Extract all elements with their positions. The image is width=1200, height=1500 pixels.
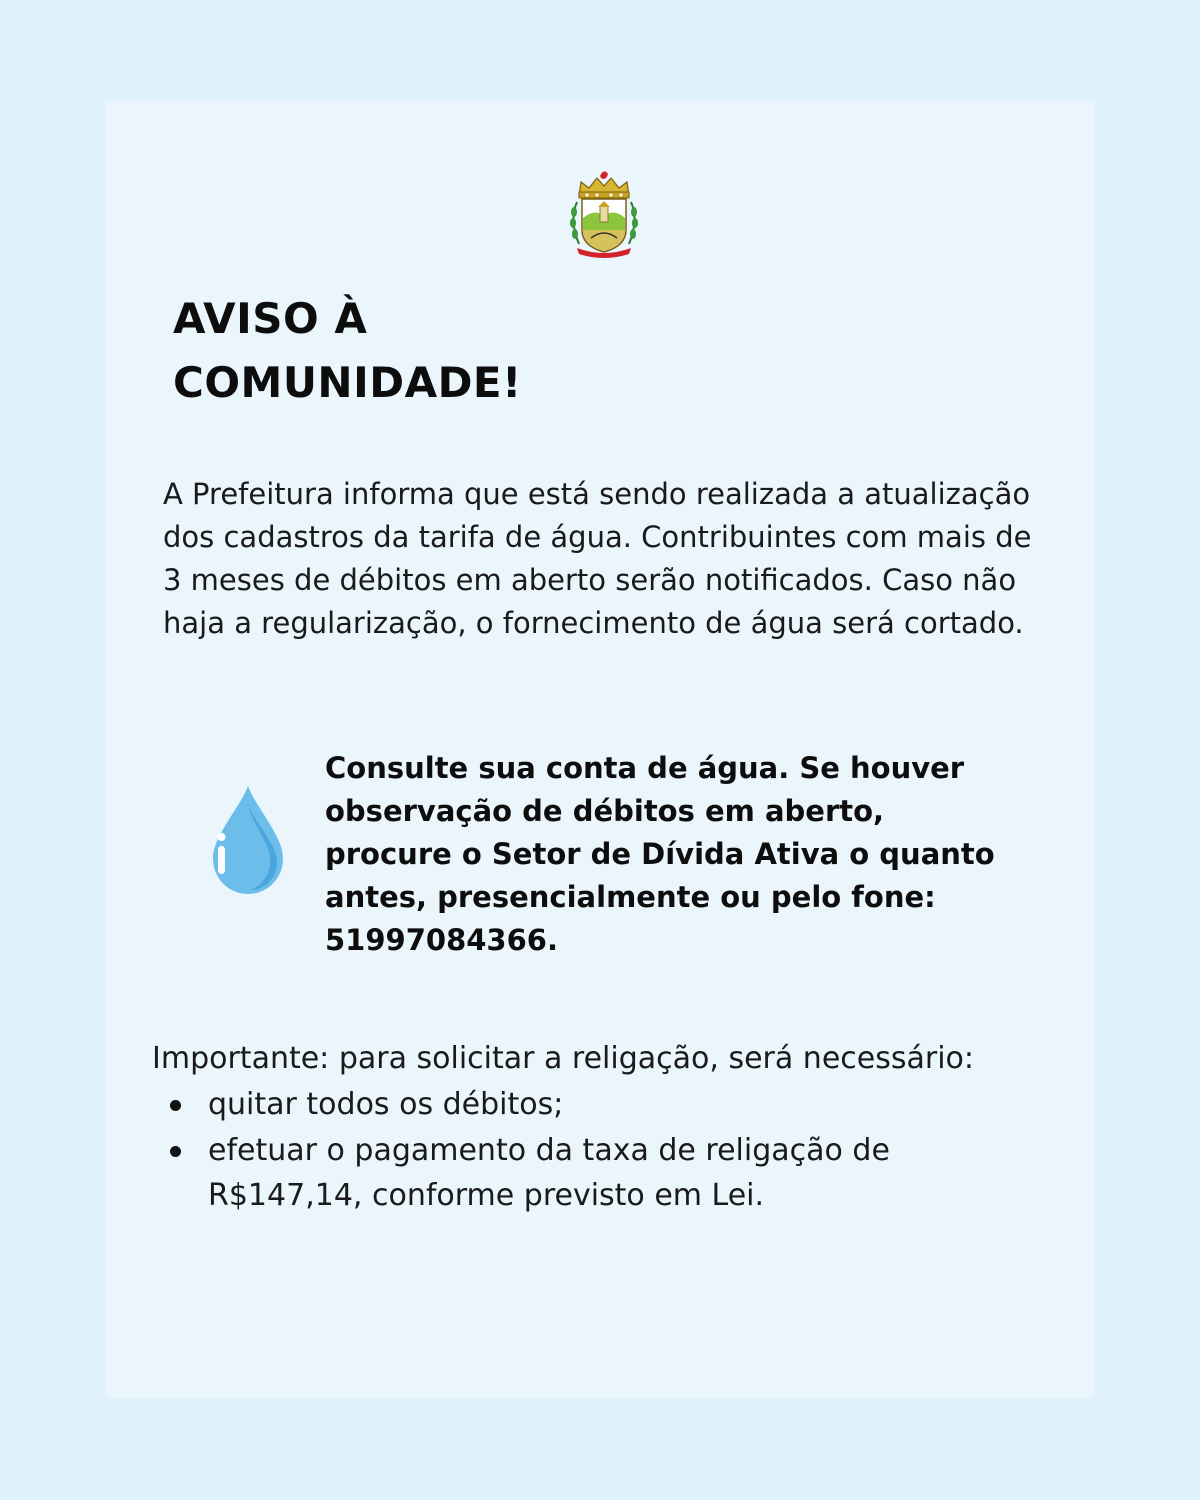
highlight-paragraph: Consulte sua conta de água. Se houver observação de débitos em aberto, procure o Setor de Dívida Ativa o quanto antes, presencialmente ou pelo fone: 51997084366. [325, 751, 995, 957]
notice-title [173, 287, 693, 415]
coat-of-arms-emblem [567, 168, 641, 260]
list-item [152, 1082, 1052, 1127]
bullet-icon [170, 1100, 181, 1111]
list-item-text: quitar todos os débitos; [208, 1087, 564, 1122]
list-item [152, 1128, 1052, 1218]
water-drop-icon [211, 784, 285, 896]
bullet-icon [170, 1146, 181, 1157]
requirements-list [152, 1082, 1052, 1219]
title-line-2: COMUNIDADE! [173, 358, 522, 407]
intro-paragraph: A Prefeitura informa que está sendo realizada a atualização dos cadastros da tarifa de água. Contribuintes com mais de 3 meses de débitos em aberto serão notificados. Caso não haja a regularização, o fornecimento de água será cortado. [163, 477, 1032, 640]
title-line-1: AVISO À [173, 294, 368, 343]
important-intro: Importante: para solicitar a religação, será necessário: [152, 1041, 974, 1076]
notice-card [107, 101, 1093, 1398]
list-item-text: efetuar o pagamento da taxa de religação de R$147,14, conforme previsto em Lei. [208, 1133, 890, 1213]
